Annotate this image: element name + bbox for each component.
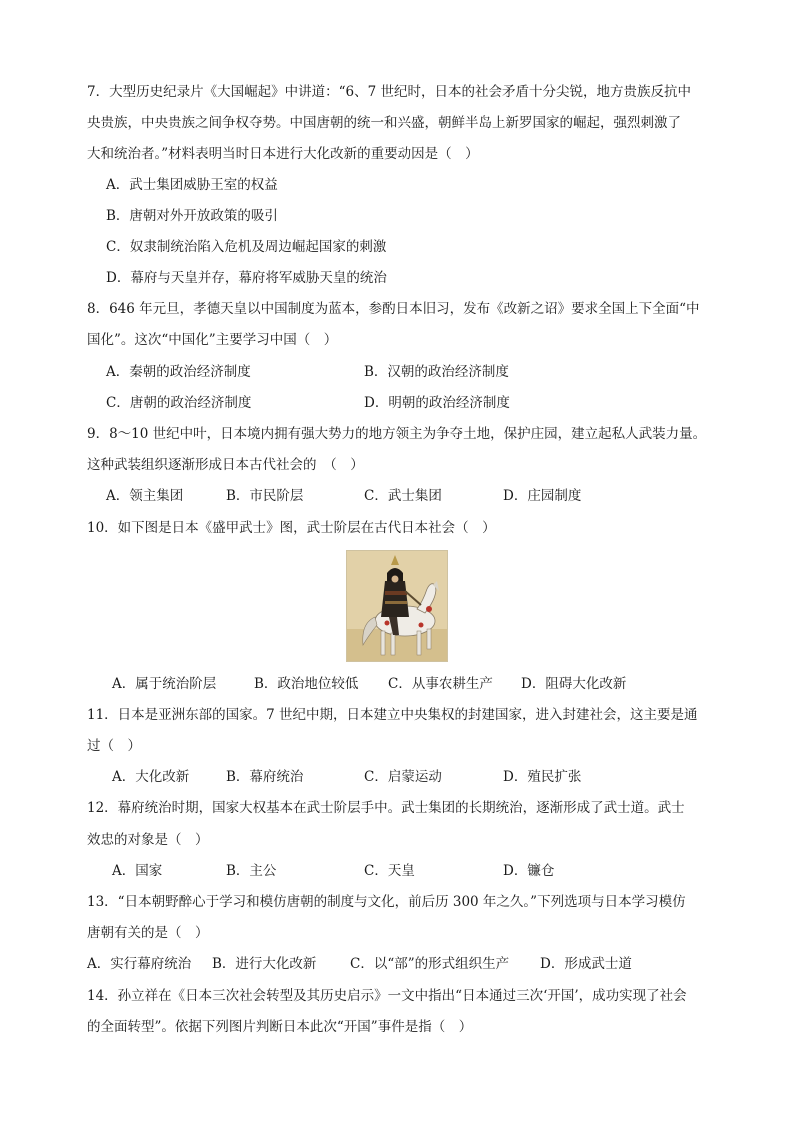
q10-stem-line-1: 10．如下图是日本《盛甲武士》图，武士阶层在古代日本社会（ ） — [87, 520, 496, 536]
q12-option-b: B．主公 — [226, 863, 277, 879]
q8-stem-line-2: 国化”。这次“中国化”主要学习中国（ ） — [87, 332, 338, 348]
q11-option-a: A．大化改新 — [112, 769, 190, 785]
q14-stem-line-2: 的全面转型”。依据下列图片判断日本此次“开国”事件是指（ ） — [87, 1019, 473, 1035]
q13-option-d: D．形成武士道 — [540, 956, 632, 972]
q12-stem-line-1: 12．幕府统治时期，国家大权基本在武士阶层手中。武士集团的长期统治，逐渐形成了武士道。武士 — [87, 800, 685, 816]
q8-option-b: B．汉朝的政治经济制度 — [364, 364, 509, 380]
q11-option-b: B．幕府统治 — [226, 769, 304, 785]
q9-stem-line-2: 这种武装组织逐渐形成日本古代社会的 （ ） — [87, 457, 364, 473]
q12-option-d: D．镰仓 — [503, 863, 555, 879]
q13-option-c: C．以“部”的形式组织生产 — [350, 956, 510, 972]
q11-stem-line-1: 11．日本是亚洲东部的国家。7 世纪中期，日本建立中央集权的封建国家，进入封建社会，这主要是通 — [87, 707, 698, 723]
samurai-painting-image — [346, 550, 448, 662]
q9-stem-line-1: 9．8～10 世纪中叶，日本境内拥有强大势力的地方领主为争夺土地，保护庄园，建立起私人武装力量。 — [87, 426, 707, 442]
q7-stem-line-1: 7．大型历史纪录片《大国崛起》中讲道：“6、7 世纪时，日本的社会矛盾十分尖锐，地方贵族反抗中 — [87, 84, 691, 100]
q10-option-b: B．政治地位较低 — [254, 676, 359, 692]
q13-option-b: B．进行大化改新 — [212, 956, 317, 972]
q11-option-c: C．启蒙运动 — [364, 769, 442, 785]
q12-option-a: A．国家 — [112, 863, 163, 879]
q13-stem-line-2: 唐朝有关的是（ ） — [87, 925, 209, 941]
q7-stem-line-2: 央贵族，中央贵族之间争权夺势。中国唐朝的统一和兴盛，朝鲜半岛上新罗国家的崛起，强烈刺激了 — [87, 115, 681, 131]
q13-option-a: A．实行幕府统治 — [87, 956, 192, 972]
q8-option-c: C．唐朝的政治经济制度 — [106, 395, 252, 411]
q11-stem-line-2: 过（ ） — [87, 738, 141, 754]
q8-option-a: A．秦朝的政治经济制度 — [106, 364, 251, 380]
q12-option-c: C．天皇 — [364, 863, 415, 879]
q10-option-a: A．属于统治阶层 — [112, 676, 217, 692]
q9-option-a: A．领主集团 — [106, 488, 184, 504]
q9-option-b: B．市民阶层 — [226, 488, 304, 504]
samurai-illustration — [347, 551, 447, 661]
q8-option-d: D．明朝的政治经济制度 — [364, 395, 510, 411]
q10-option-d: D．阻碍大化改新 — [521, 676, 627, 692]
q7-option-b: B．唐朝对外开放政策的吸引 — [106, 208, 278, 224]
q9-option-c: C．武士集团 — [364, 488, 442, 504]
q14-stem-line-1: 14．孙立祥在《日本三次社会转型及其历史启示》一文中指出“日本通过三次‘开国’，成功实现了社会 — [87, 988, 687, 1004]
q9-option-d: D．庄园制度 — [503, 488, 582, 504]
q11-option-d: D．殖民扩张 — [503, 769, 582, 785]
q8-stem-line-1: 8．646 年元旦，孝德天皇以中国制度为蓝本，参酌日本旧习，发布《改新之诏》要求全国上下全面“中 — [87, 301, 700, 317]
q7-option-c: C．奴隶制统治陷入危机及周边崛起国家的刺激 — [106, 239, 387, 255]
q10-option-c: C．从事农耕生产 — [388, 676, 493, 692]
q7-stem-line-3: 大和统治者。”材料表明当时日本进行大化改新的重要动因是（ ） — [87, 146, 479, 162]
q7-option-d: D．幕府与天皇并存，幕府将军威胁天皇的统治 — [106, 270, 387, 286]
q13-stem-line-1: 13．“日本朝野醉心于学习和模仿唐朝的制度与文化，前后历 300 年之久。”下列选项与日本学习模仿 — [87, 894, 686, 910]
q7-option-a: A．武士集团威胁王室的权益 — [106, 177, 278, 193]
q12-stem-line-2: 效忠的对象是（ ） — [87, 832, 209, 848]
